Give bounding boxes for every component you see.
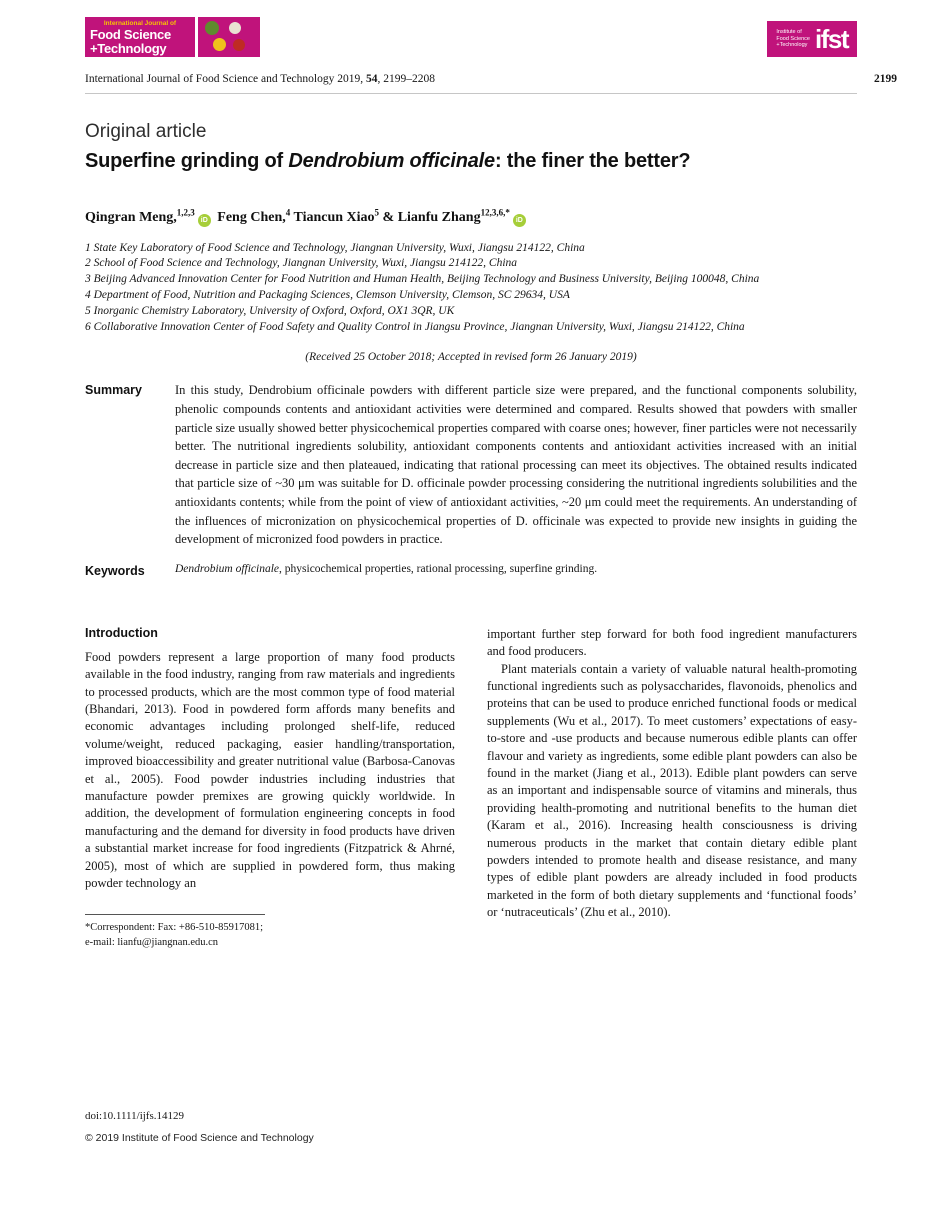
food-collage-icon bbox=[198, 17, 260, 57]
orcid-icon[interactable]: iD bbox=[198, 214, 211, 227]
keywords-section bbox=[85, 562, 857, 578]
author-name: Tiancun Xiao bbox=[290, 209, 375, 225]
section-heading-introduction: Introduction bbox=[85, 625, 158, 640]
summary-text: In this study, Dendrobium officinale powders with different particle size were prepared, and the functional components solubility, phenolic compounds contents and antioxidant activities were determined and compared. Results showed that powders with smaller particle size usually showed better physicochemical properties compared with coarse ones; however, finer particles were not necessarily better. The nutritional ingredients solubility, antioxidant components contents and antioxidant activities increased with an initial decrease in particle size and then plateaued, indicating that rational processing can meet its objectives. The obtained results indicated that particle size of ~30 μm was suitable for D. officinale powder processing considering the nutritional ingredients solubilities and the antioxidants contents; while from the point of view of antioxidant activities, ~20 μm could meet the requirements. An understanding of the influences of micronization on physicochemical properties of D. officinale was expected to provide new insights in guiding the development of micronized food powders in practice. bbox=[175, 383, 857, 547]
received-dates: (Received 25 October 2018; Accepted in revised form 26 January 2019) bbox=[305, 351, 637, 364]
author-affiliation-sup: 1,2,3 bbox=[176, 207, 195, 217]
title-text: : the finer the better? bbox=[494, 150, 691, 172]
journal-logo-title-1: Food Science bbox=[90, 27, 171, 42]
affiliation-list bbox=[85, 241, 857, 336]
author-name: & Lianfu Zhang bbox=[379, 209, 481, 225]
author bbox=[290, 207, 380, 225]
left-column bbox=[85, 626, 455, 951]
author-affiliation-sup: 4 bbox=[285, 207, 291, 217]
citation-volume: 54 bbox=[366, 73, 378, 85]
summary-section bbox=[85, 381, 857, 548]
keywords-text bbox=[175, 562, 857, 578]
ifst-logo bbox=[767, 21, 857, 57]
ifst-wordmark: ifst bbox=[815, 24, 848, 54]
right-column bbox=[487, 626, 857, 951]
journal-citation bbox=[85, 73, 435, 85]
author-name: Qingran Meng, bbox=[85, 209, 177, 225]
copyright-notice: © 2019 Institute of Food Science and Technology bbox=[85, 1132, 314, 1144]
author-affiliation-sup: 12,3,6,* bbox=[480, 207, 510, 217]
ifst-subline: Institute of bbox=[776, 29, 802, 36]
affiliation: 4 Department of Food, Nutrition and Packaging Sciences, Clemson University, Clemson, SC 29634, USA bbox=[85, 289, 570, 302]
author bbox=[379, 207, 510, 225]
food-dot-icon bbox=[205, 21, 219, 35]
paragraph: Food powders represent a large proportion of many food products available in the food industry, ranging from raw materials and ingredients to processed products, which are the most common type of food material (Bhandari, 2013). Food in powdered form affords many benefits and economic advantages including prolonged shelf-life, reduced volume/weight, reduced packaging, easier handling/transportation, improved bioaccessibility and greater nutritional value (Barbosa-Canovas et al., 2005). Food powder industries including industries that manufacture powder premixes are growing quickly worldwide. In addition, the development of formulation engineering concepts in food manufacturing and the demand for diversity in food products have driven a substantial market increase for food ingredients (Fitzpatrick & Ahrné, 2005), most of which are supplied in powdered form, thus making powder technology an bbox=[85, 649, 455, 891]
author bbox=[213, 207, 291, 225]
citation-pages: , 2199–2208 bbox=[377, 73, 435, 85]
affiliation: 5 Inorganic Chemistry Laboratory, University of Oxford, Oxford, OX1 3QR, UK bbox=[85, 304, 455, 317]
affiliation: 3 Beijing Advanced Innovation Center for Food Nutrition and Human Health, Beijing Technology and Business University, Beijing 100048, China bbox=[85, 273, 760, 286]
food-dot-icon bbox=[213, 38, 226, 51]
header-divider bbox=[85, 93, 857, 94]
keywords-label: Keywords bbox=[85, 563, 145, 578]
author-name: Feng Chen, bbox=[213, 209, 286, 225]
email-link[interactable]: lianfu@jiangnan.edu.cn bbox=[117, 937, 219, 949]
ifst-subline: Food Science bbox=[776, 35, 810, 42]
journal-logo-tagline: International Journal of bbox=[103, 20, 177, 27]
keyword-species-name: Dendrobium officinale bbox=[175, 562, 280, 575]
affiliation: 2 School of Food Science and Technology, Jiangnan University, Wuxi, Jiangsu 214122, China bbox=[85, 257, 518, 270]
article-type-label: Original article bbox=[85, 121, 207, 142]
footnote-divider bbox=[85, 914, 265, 915]
paragraph: important further step forward for both food ingredient manufacturers and food producers. bbox=[487, 626, 857, 659]
affiliation: 1 State Key Laboratory of Food Science and Technology, Jiangnan University, Wuxi, Jiangsu 214122, China bbox=[85, 241, 585, 254]
article-title bbox=[85, 150, 857, 173]
email-label: e-mail: bbox=[85, 937, 118, 949]
paragraph: Plant materials contain a variety of valuable natural health-promoting functional ingredients such as polysaccharides, flavonoids, phenolics and proteins that can be used to produce enriched functional foods or medical supplements (Wu et al., 2017). To meet customers’ expectations of easy-to-store and -use products and because numerous edible plants can offer flavour and variety as ingredients, some edible plant powders can also be found in the market (Jiang et al., 2013). Edible plant powders can serve as an important and indispensable source of vitamins and minerals, thus providing health-promoting and nutritional benefits to the human diet (Karam et al., 2016). Increasing health consciousness is driving numerous products in the market that contain dietary edible plant powders intended to promote health and disease resistance, and many types of edible plant powders are already included in food products marketed in the form of both dietary supplements and ‘functional foods’ or ‘nutraceuticals’ (Zhu et al., 2010). bbox=[487, 661, 857, 920]
ifst-logo-subtext bbox=[776, 29, 810, 49]
page-number: 2199 bbox=[874, 73, 897, 85]
journal-logo-wordmark bbox=[85, 17, 195, 57]
journal-logo-title-2: +Technology bbox=[90, 41, 167, 56]
keyword-list: , physicochemical properties, rational processing, superfine grinding. bbox=[279, 562, 598, 575]
correspondence-footnote bbox=[85, 914, 455, 950]
orcid-icon[interactable]: iD bbox=[513, 214, 526, 227]
summary-label: Summary bbox=[85, 383, 142, 398]
title-text: Superfine grinding of bbox=[85, 150, 289, 172]
author bbox=[85, 207, 195, 225]
author-list bbox=[85, 207, 857, 227]
running-head bbox=[85, 73, 897, 85]
food-dot-icon bbox=[229, 22, 241, 34]
title-species-name: Dendrobium officinale bbox=[288, 150, 495, 172]
footnote-email-line bbox=[85, 935, 455, 950]
doi-link[interactable]: doi:10.1111/ijfs.14129 bbox=[85, 1110, 184, 1122]
author-affiliation-sup: 5 bbox=[374, 207, 380, 217]
page-header bbox=[0, 0, 925, 57]
citation-text: International Journal of Food Science and Technology 2019, bbox=[85, 73, 366, 85]
article-body bbox=[85, 626, 857, 951]
journal-logo bbox=[85, 17, 260, 57]
affiliation: 6 Collaborative Innovation Center of Food Safety and Quality Control in Jiangsu Province, Jiangnan University, Wuxi, Jiangsu 214122, China bbox=[85, 320, 745, 333]
ifst-subline: +Technology bbox=[776, 42, 808, 49]
footnote-fax-line: *Correspondent: Fax: +86-510-85917081; bbox=[85, 922, 263, 934]
food-dot-icon bbox=[233, 39, 245, 51]
